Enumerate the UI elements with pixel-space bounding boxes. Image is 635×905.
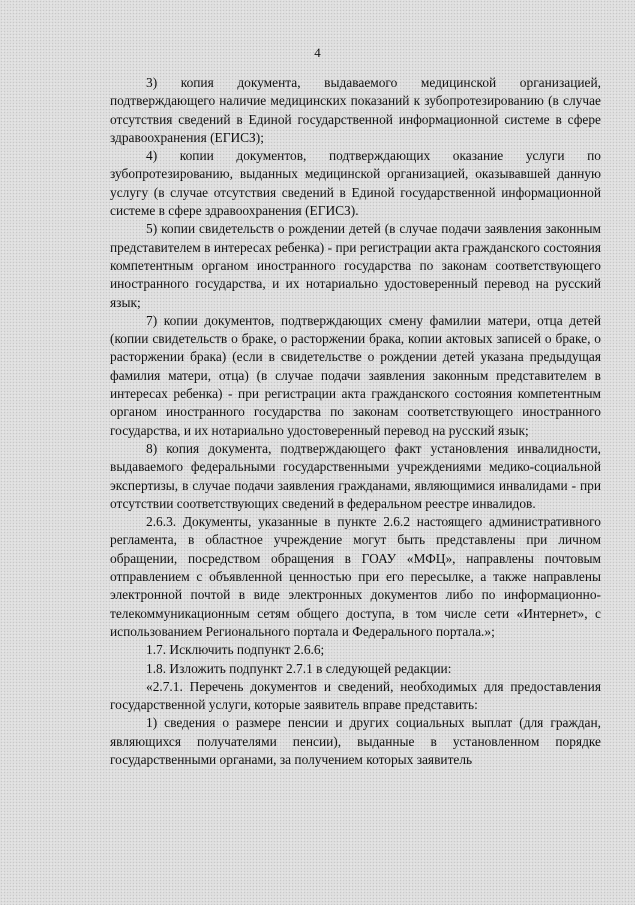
paragraph-item-5-birth-certificates: 5) копии свидетельств о рождении детей (в случае подачи заявления законным представителем в интересах ребенка) - при регистрации акта гражданского состояния компетентным органом иностранного государства по законам соответствующего иностранного государства, и их нотариально удостоверенный перевод на русский язык; — [110, 221, 601, 310]
paragraph-item-4-service-documents: 4) копии документов, подтверждающих оказание услуги по зубопротезированию, выданных медицинской организацией, оказывавшей данную услугу (в случае отсутствия сведений в Единой государственной информационной системе в сфере здравоохранения (ЕГИСЗ). — [110, 148, 601, 219]
document-body — [110, 74, 601, 769]
paragraph-2-7-1-item-1: 1) сведения о размере пенсии и других социальных выплат (для граждан, являющихся получателями пенсии), выданные в установленном порядке государственными органами, за получением которых заявитель — [110, 715, 601, 767]
page-number: 4 — [314, 45, 321, 60]
paragraph-1-8: 1.8. Изложить подпункт 2.7.1 в следующей редакции: — [146, 660, 452, 676]
paragraph-item-3-medical-document: 3) копия документа, выдаваемого медицинской организацией, подтверждающего наличие медицинских показаний к зубопротезированию (в случае отсутствия сведений в Единой государственной информационной системе в сфере здравоохранения (ЕГИСЗ); — [110, 75, 601, 145]
paragraph-item-7-surname-change: 7) копии документов, подтверждающих смену фамилии матери, отца детей (копии свидетельств о браке, о расторжении брака, копии актовых записей о браке, о расторжении брака) (если в свидетельстве о рождении детей указана предыдущая фамилия матери, отца) (в случае подачи заявления законным представителем в интересах ребенка) - при регистрации акта гражданского состояния компетентным органом иностранного государства по законам соответствующего иностранного государства, и их нотариально удостоверенный перевод на русский язык; — [110, 312, 601, 438]
paragraph-item-8-disability: 8) копия документа, подтверждающего факт установления инвалидности, выдаваемого федеральными государственными учреждениями медико-социальной экспертизы, в случае подачи заявления гражданами, являющимися инвалидами - при отсутствии соответствующих сведений в федеральном реестре инвалидов. — [110, 440, 601, 511]
paragraph-1-7: 1.7. Исключить подпункт 2.6.6; — [146, 642, 325, 658]
paragraph-2-6-3: 2.6.3. Документы, указанные в пункте 2.6.2 настоящего административного регламента, в областное учреждение могут быть представлены при личном обращении, посредством обращения в ГОАУ «МФЦ», направлены почтовым отправлением с объявленной ценностью при его пересылке, а также направлены электронной почтой в виде электронных документов либо по информационно-телекоммуникационным сетям общего доступа, в том числе сети «Интернет», с использованием Регионального портала и Федерального портала.»; — [110, 514, 601, 639]
paragraph-2-7-1: «2.7.1. Перечень документов и сведений, необходимых для предоставления государственной услуги, которые заявитель вправе представить: — [110, 678, 601, 713]
